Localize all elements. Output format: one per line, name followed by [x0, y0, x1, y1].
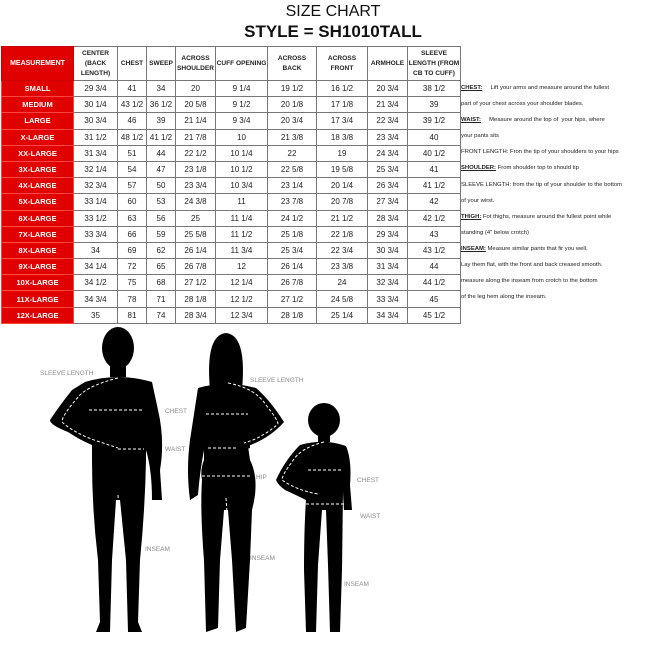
table-cell: 34 1/4 [74, 259, 118, 275]
table-cell: 20 7/8 [317, 194, 368, 210]
table-cell: 17 3/4 [317, 113, 368, 129]
table-row [2, 129, 461, 145]
woman-sleeve-label: SLEEVE LENGTH [250, 377, 304, 384]
table-cell: 43 [408, 226, 461, 242]
size-label: 7X-LARGE [2, 226, 74, 242]
size-label: SMALL [2, 81, 74, 97]
table-cell: 20 [176, 81, 216, 97]
table-cell: 34 [147, 81, 176, 97]
column-header: ACROSS SHOULDER [176, 47, 216, 81]
table-cell: 22 1/2 [176, 145, 216, 161]
table-cell: 24 1/2 [268, 210, 317, 226]
note-line [461, 144, 645, 160]
note-text: SLEEVE LENGTH: from the tip of your shoulder to the bottom [461, 181, 623, 188]
table-cell: 20 1/8 [268, 97, 317, 113]
table-cell: 30 1/4 [74, 97, 118, 113]
table-cell: 10 1/2 [216, 161, 268, 177]
table-row [2, 242, 461, 258]
note-text: From shoulder top to should tip [496, 165, 579, 172]
column-header: MEASUREMENT [2, 47, 74, 81]
table-cell: 26 1/4 [268, 259, 317, 275]
table-cell: 33 3/4 [74, 226, 118, 242]
table-row [2, 210, 461, 226]
table-cell: 71 [147, 291, 176, 307]
table-cell: 68 [147, 275, 176, 291]
table-cell: 12 3/4 [216, 307, 268, 323]
note-text: part of your chest across your shoulder blades. [461, 101, 584, 108]
table-cell: 38 1/2 [408, 81, 461, 97]
size-label: 8X-LARGE [2, 242, 74, 258]
table-cell: 25 1/8 [268, 226, 317, 242]
table-cell: 29 3/4 [74, 81, 118, 97]
table-cell: 12 [216, 259, 268, 275]
size-label: LARGE [2, 113, 74, 129]
note-line [461, 160, 645, 176]
table-cell: 25 3/4 [268, 242, 317, 258]
table-cell: 72 [118, 259, 147, 275]
table-cell: 11 [216, 194, 268, 210]
table-cell: 11 3/4 [216, 242, 268, 258]
table-cell: 22 3/4 [368, 113, 408, 129]
child-inseam-label: INSEAM [344, 581, 369, 588]
table-cell: 24 5/8 [317, 291, 368, 307]
table-cell: 12 1/2 [216, 291, 268, 307]
note-text: Lift your arms and measure around the fullest [482, 85, 609, 91]
table-cell: 27 1/2 [268, 291, 317, 307]
table-cell: 31 1/2 [74, 129, 118, 145]
table-cell: 25 5/8 [176, 226, 216, 242]
table-cell: 40 1/2 [408, 145, 461, 161]
table-cell: 41 1/2 [408, 178, 461, 194]
table-cell: 20 3/4 [368, 81, 408, 97]
note-label: THIGH: [461, 213, 482, 220]
size-label: 5X-LARGE [2, 194, 74, 210]
table-cell: 22 1/8 [317, 226, 368, 242]
table-cell: 31 3/4 [74, 145, 118, 161]
note-text: standing (4" below crotch) [461, 229, 529, 236]
table-cell: 18 3/8 [317, 129, 368, 145]
table-cell: 28 3/4 [176, 307, 216, 323]
table-cell: 11 1/4 [216, 210, 268, 226]
table-row [2, 291, 461, 307]
column-header: ACROSS FRONT [317, 47, 368, 81]
note-line [461, 80, 645, 96]
size-label: 9X-LARGE [2, 259, 74, 275]
table-cell: 28 1/8 [268, 307, 317, 323]
table-cell: 10 [216, 129, 268, 145]
note-line [461, 193, 645, 209]
table-cell: 16 1/2 [317, 81, 368, 97]
table-cell: 75 [118, 275, 147, 291]
table-cell: 9 1/2 [216, 97, 268, 113]
table-cell: 20 1/4 [317, 178, 368, 194]
table-cell: 35 [74, 307, 118, 323]
column-header: CUFF OPENING [216, 47, 268, 81]
table-cell: 21 7/8 [176, 129, 216, 145]
woman-hip-label: HIP [256, 474, 267, 481]
measuring-notes [461, 80, 645, 305]
size-label: X-LARGE [2, 129, 74, 145]
table-cell: 9 3/4 [216, 113, 268, 129]
table-cell: 34 1/2 [74, 275, 118, 291]
table-cell: 78 [118, 291, 147, 307]
size-label: 4X-LARGE [2, 178, 74, 194]
table-cell: 31 3/4 [368, 259, 408, 275]
table-cell: 28 1/8 [176, 291, 216, 307]
table-cell: 54 [118, 161, 147, 177]
table-cell: 42 [408, 194, 461, 210]
child-silhouette [276, 403, 352, 632]
table-cell: 48 1/2 [118, 129, 147, 145]
table-cell: 33 1/2 [74, 210, 118, 226]
table-cell: 29 3/4 [368, 226, 408, 242]
table-cell: 40 [408, 129, 461, 145]
note-label: INSEAM: [461, 245, 486, 252]
child-chest-label: CHEST [357, 477, 380, 484]
column-header: ACROSS BACK [268, 47, 317, 81]
woman-inseam-label: INSEAM [250, 555, 275, 562]
style-code: STYLE = SH1010TALL [244, 22, 422, 41]
table-cell: 26 7/8 [268, 275, 317, 291]
size-label: 3X-LARGE [2, 161, 74, 177]
table-cell: 42 1/2 [408, 210, 461, 226]
size-label: MEDIUM [2, 97, 74, 113]
table-cell: 9 1/4 [216, 81, 268, 97]
table-cell: 26 1/4 [176, 242, 216, 258]
table-row [2, 194, 461, 210]
size-label: 12X-LARGE [2, 307, 74, 323]
table-cell: 34 [74, 242, 118, 258]
table-cell: 21 1/4 [176, 113, 216, 129]
note-line [461, 289, 645, 305]
table-cell: 23 3/8 [317, 259, 368, 275]
table-cell: 39 1/2 [408, 113, 461, 129]
size-label: 11X-LARGE [2, 291, 74, 307]
table-cell: 65 [147, 259, 176, 275]
table-row [2, 226, 461, 242]
body-measurement-illustration [0, 310, 645, 645]
table-cell: 57 [118, 178, 147, 194]
table-cell: 27 3/4 [368, 194, 408, 210]
column-header: SLEEVE LENGTH (FROM CB TO CUFF) [408, 47, 461, 81]
table-row [2, 161, 461, 177]
header-row [2, 47, 461, 81]
table-cell: 32 1/4 [74, 161, 118, 177]
table-cell: 19 5/8 [317, 161, 368, 177]
note-text: of the leg hem along the inseam. [461, 294, 547, 301]
table-row [2, 178, 461, 194]
size-label: 10X-LARGE [2, 275, 74, 291]
table-cell: 63 [118, 210, 147, 226]
note-label: WAIST: [461, 117, 481, 124]
note-line [461, 273, 645, 289]
note-line [461, 128, 645, 144]
child-waist-label: WAIST [360, 513, 381, 520]
table-row [2, 97, 461, 113]
table-cell: 32 3/4 [368, 275, 408, 291]
table-cell: 53 [147, 194, 176, 210]
note-text: your pants sits [461, 133, 499, 140]
table-cell: 44 1/2 [408, 275, 461, 291]
table-cell: 11 1/2 [216, 226, 268, 242]
table-cell: 69 [118, 242, 147, 258]
table-cell: 30 3/4 [368, 242, 408, 258]
table-cell: 45 1/2 [408, 307, 461, 323]
table-cell: 24 3/8 [176, 194, 216, 210]
table-cell: 21 1/2 [317, 210, 368, 226]
table-cell: 41 [118, 81, 147, 97]
man-chest-label: CHEST [165, 408, 188, 415]
table-cell: 23 7/8 [268, 194, 317, 210]
table-cell: 20 5/8 [176, 97, 216, 113]
table-cell: 34 3/4 [368, 307, 408, 323]
table-cell: 33 1/4 [74, 194, 118, 210]
note-label: SHOULDER: [461, 165, 497, 172]
table-cell: 43 1/2 [118, 97, 147, 113]
table-cell: 47 [147, 161, 176, 177]
table-row [2, 113, 461, 129]
table-cell: 44 [408, 259, 461, 275]
man-waist-label: WAIST [165, 446, 186, 453]
note-line [461, 209, 645, 225]
column-header: SWEEP [147, 47, 176, 81]
size-table [1, 46, 461, 324]
note-line [461, 225, 645, 241]
table-cell: 10 1/4 [216, 145, 268, 161]
note-line [461, 112, 645, 128]
table-cell: 50 [147, 178, 176, 194]
note-text: Measure around the top of your hips, where [480, 117, 605, 124]
table-cell: 23 3/4 [368, 129, 408, 145]
size-label: 6X-LARGE [2, 210, 74, 226]
table-cell: 74 [147, 307, 176, 323]
note-text: Fot thighs, measure around the fullest point while [481, 213, 612, 220]
table-cell: 26 3/4 [368, 178, 408, 194]
column-header: CENTER (BACK LENGTH) [74, 47, 118, 81]
table-cell: 22 3/4 [317, 242, 368, 258]
column-header: CHEST [118, 47, 147, 81]
table-cell: 36 1/2 [147, 97, 176, 113]
table-cell: 60 [118, 194, 147, 210]
table-cell: 25 1/4 [317, 307, 368, 323]
note-text: Lay them flat, with the front and back creased smooth. [461, 262, 603, 269]
table-cell: 20 3/4 [268, 113, 317, 129]
table-row [2, 145, 461, 161]
table-cell: 44 [147, 145, 176, 161]
note-line [461, 96, 645, 112]
note-line [461, 257, 645, 273]
column-header: ARMHOLE [368, 47, 408, 81]
table-cell: 19 [317, 145, 368, 161]
note-line [461, 177, 645, 193]
table-cell: 21 3/4 [368, 97, 408, 113]
size-label: XX-LARGE [2, 145, 74, 161]
table-cell: 46 [118, 113, 147, 129]
table-cell: 39 [408, 97, 461, 113]
table-cell: 22 [268, 145, 317, 161]
table-cell: 34 3/4 [74, 291, 118, 307]
table-cell: 56 [147, 210, 176, 226]
table-cell: 41 1/2 [147, 129, 176, 145]
table-cell: 23 1/4 [268, 178, 317, 194]
table-cell: 66 [118, 226, 147, 242]
table-cell: 23 3/4 [176, 178, 216, 194]
size-chart-title: SIZE CHART [285, 3, 381, 20]
table-cell: 33 3/4 [368, 291, 408, 307]
table-cell: 59 [147, 226, 176, 242]
table-cell: 24 3/4 [368, 145, 408, 161]
note-text: of your wirst. [461, 197, 495, 204]
table-cell: 43 1/2 [408, 242, 461, 258]
table-cell: 30 3/4 [74, 113, 118, 129]
table-cell: 26 7/8 [176, 259, 216, 275]
table-cell: 12 1/4 [216, 275, 268, 291]
table-cell: 28 3/4 [368, 210, 408, 226]
table-cell: 39 [147, 113, 176, 129]
note-text: Measure similar pants that fir you well. [485, 245, 588, 252]
table-cell: 21 3/8 [268, 129, 317, 145]
table-cell: 10 3/4 [216, 178, 268, 194]
table-row [2, 259, 461, 275]
note-text: FRONT LENGTH: Fron the tip of your shoulders to your hips [461, 149, 619, 156]
table-cell: 51 [118, 145, 147, 161]
table-cell: 41 [408, 161, 461, 177]
table-row [2, 275, 461, 291]
man-inseam-label: INSEAM [145, 546, 170, 553]
table-cell: 19 1/2 [268, 81, 317, 97]
table-cell: 25 3/4 [368, 161, 408, 177]
table-cell: 27 1/2 [176, 275, 216, 291]
table-cell: 22 5/8 [268, 161, 317, 177]
table-row [2, 81, 461, 97]
note-label: CHEST: [461, 85, 483, 91]
table-cell: 25 [176, 210, 216, 226]
note-text: measure along the inseam from crotch to the bottom [461, 278, 598, 285]
table-cell: 81 [118, 307, 147, 323]
table-cell: 17 1/8 [317, 97, 368, 113]
table-cell: 23 1/8 [176, 161, 216, 177]
table-cell: 62 [147, 242, 176, 258]
table-cell: 45 [408, 291, 461, 307]
man-sleeve-label: SLEEVE LENGTH [40, 370, 94, 377]
table-cell: 24 [317, 275, 368, 291]
note-line [461, 241, 645, 257]
table-cell: 32 3/4 [74, 178, 118, 194]
